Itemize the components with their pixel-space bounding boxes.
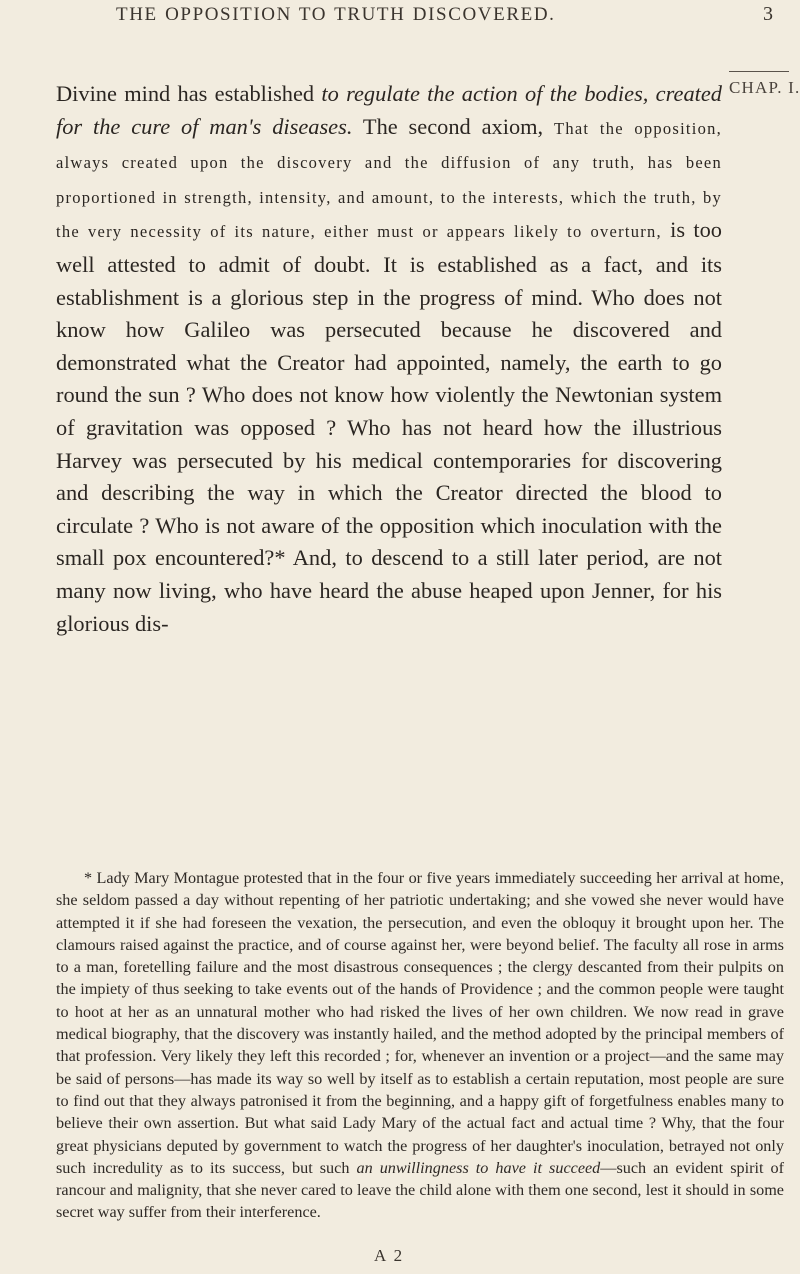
body-paragraph xyxy=(56,78,722,640)
running-title: THE OPPOSITION TO TRUTH DISCOVERED. xyxy=(116,4,556,25)
axiom-rest: is too well attested to admit of doubt. It is established as a fact, and its establishment is a glorious step in the progress of mind. Who does not know how Galileo was persecuted because he discovered and demonstrated what the Creator had appointed, namely, the earth to go round the sun ? Who does not know how violently the Newtonian system of gravitation was opposed ? Who has not heard how the illustrious Harvey was persecuted by his medical contemporaries for discovering and describing the way in which the Creator directed the blood to circulate ? Who is not aware of the opposition which inoculation with the small pox encountered?* And, to descend to a still later period, are not many now living, who have heard the abuse heaped upon Jenner, for his glorious dis- xyxy=(56,217,722,636)
axiom-smallcaps: That the opposition, always created upon the discovery and the diffusion of any truth, has been proportioned in strength, intensity, and amount, to the interests, which the truth, by the very necessity of its nature, either must or appears likely to overturn, xyxy=(56,118,722,242)
intro-text: Divine mind has established xyxy=(56,81,322,106)
chapter-marker: CHAP. I. xyxy=(729,78,800,97)
running-head xyxy=(0,4,800,44)
intro-italic-text: to regulate the action of the bodies, created for the cure of man's diseases. xyxy=(56,81,722,139)
signature-mark: A 2 xyxy=(374,1246,405,1265)
footnote-italic: an unwillingness to have it succeed xyxy=(356,1158,601,1177)
axiom-lead: The second axiom, xyxy=(362,113,555,139)
footnote-text: * Lady Mary Montague protested that in the four or five years immediately succeeding her arrival at home, she seldom passed a day without repenting of her patriotic undertaking; and she vowed she never would have attempted it if she had foreseen the vexation, the persecution, and even the obloquy it brought upon her. The clamours raised against the practice, and of course against her, were beyond belief. The faculty all rose in arms to a man, foretelling failure and the most disastrous consequences ; the clergy descanted from their pulpits on the impiety of thus seeking to take events out of the hands of Providence ; and the common people were taught to hoot at her as an unnatural mother who had risked the lives of her own children. We now read in grave medical biography, that the discovery was instantly hailed, and the method adopted by the principal members of that profession. Very likely they left this recorded ; for, whenever an invention or a project—and the same may be said of persons—has made its way so well by itself as to establish a certain reputation, most people are sure to find out that they always patronised it from the beginning, and a happy gift of forgetfulness enables many to believe their own assertion. But what said Lady Mary of the actual fact and actual time ? Why, that the four great physicians deputed by government to watch the progress of her daughter's inoculation, betrayed not only such incredulity as to its success, but such xyxy=(56,869,784,1177)
footnote-text-end: —such an evident spirit of rancour and malignity, that she never cared to leave the child alone with them one second, lest it should in some secret way suffer from their interference. xyxy=(56,1158,784,1222)
footnote xyxy=(56,867,784,1224)
footnote-paragraph xyxy=(56,867,784,1224)
page-number: 3 xyxy=(763,3,773,25)
margin-rule xyxy=(729,71,789,72)
main-text xyxy=(56,78,722,640)
